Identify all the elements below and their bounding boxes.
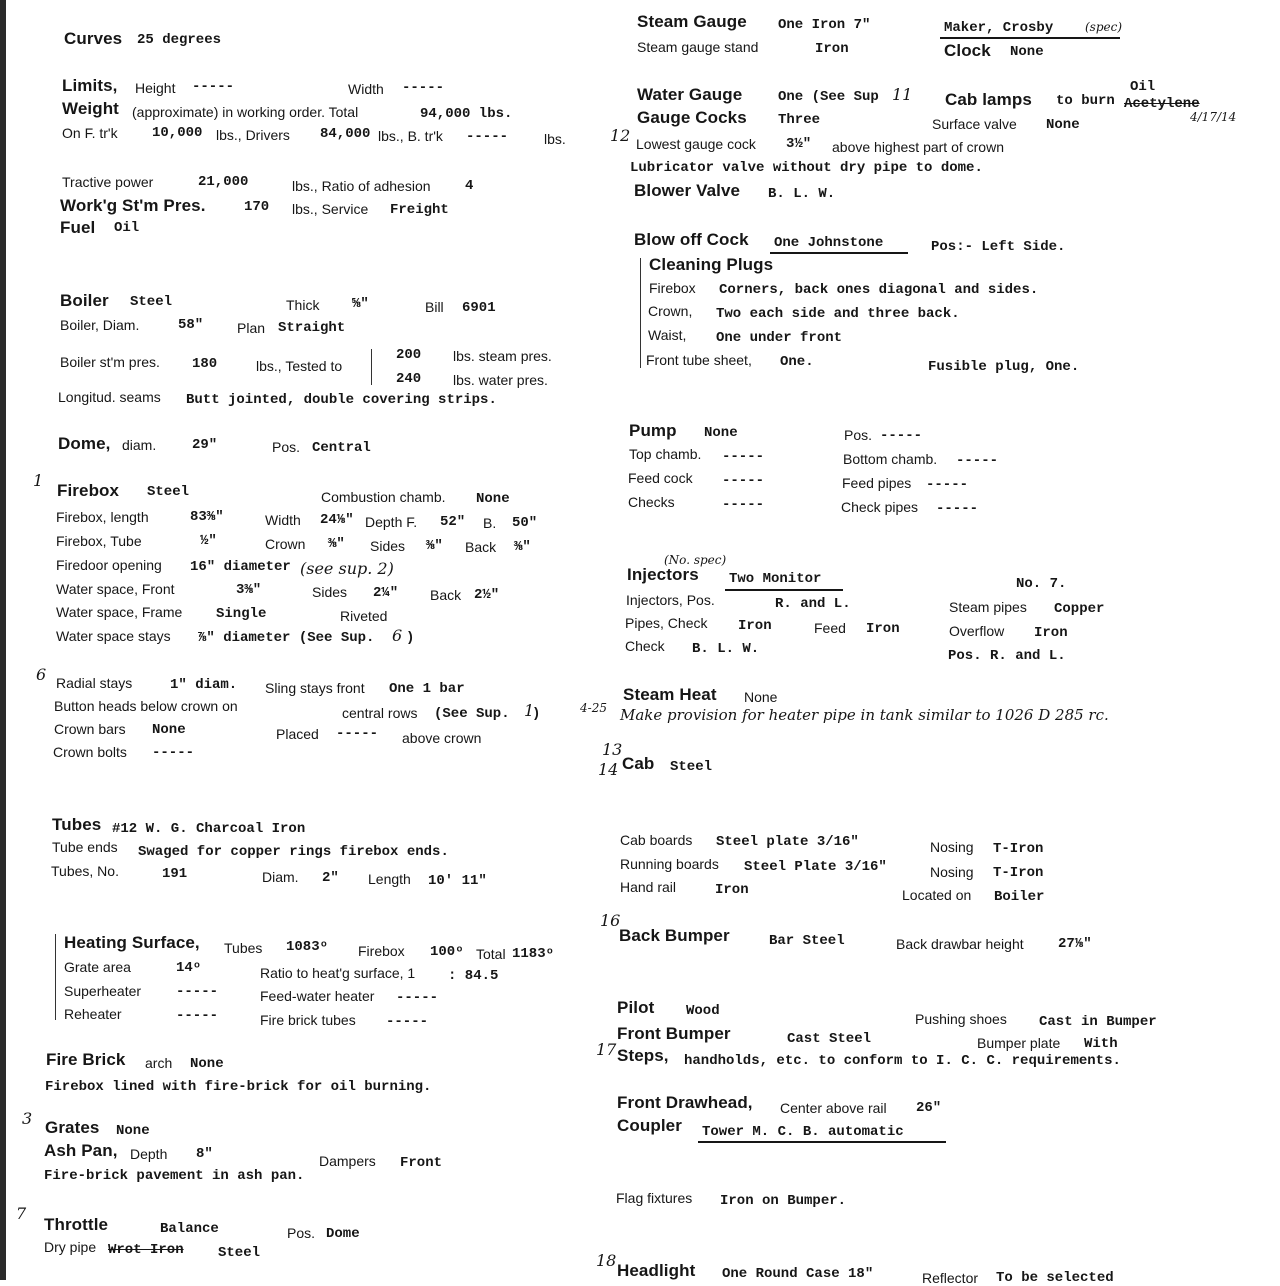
bill-value: 6901 <box>462 300 496 316</box>
on-truck-label: On F. tr'k <box>62 125 118 141</box>
crown-bolts-label: Crown bolts <box>53 744 127 760</box>
crown-value: ⅜" <box>328 536 345 552</box>
lowest-cock-rest: above highest part of crown <box>832 139 1004 155</box>
brick-tubes-label: Fire brick tubes <box>260 1012 356 1028</box>
steam-heat-value: None <box>744 689 778 705</box>
cab-lamps-struck: Acetylene <box>1124 96 1200 112</box>
grates-value: None <box>116 1123 150 1139</box>
button-close: ) <box>532 706 541 722</box>
heating-total-label: Total <box>476 946 506 962</box>
injectors-pos-rl: Pos. R. and L. <box>948 648 1066 664</box>
plan-value: Straight <box>278 320 346 336</box>
margin-number: 14 <box>598 760 619 779</box>
dampers-label: Dampers <box>319 1153 376 1169</box>
dome-heading: Dome, <box>58 434 111 453</box>
steam-pipes-value: Copper <box>1054 601 1105 617</box>
firebox-width-label: Width <box>265 512 301 528</box>
firebox-tube-label: Firebox, Tube <box>56 533 142 549</box>
plug-front-value: One. <box>780 354 814 370</box>
cab-lamps-heading: Cab lamps <box>945 90 1032 109</box>
checks-value: ----- <box>722 497 765 513</box>
firebox-tube-value: ½" <box>200 533 217 549</box>
plug-waist-label: Waist, <box>648 327 687 343</box>
page-edge <box>0 0 6 1280</box>
margin-number: 12 <box>610 126 631 145</box>
firebox-width-value: 24⅛" <box>320 512 354 528</box>
fire-brick-heading: Fire Brick <box>46 1050 126 1069</box>
check-pipes-label: Check pipes <box>841 499 919 515</box>
heating-total-value: 1183ᵒ <box>512 946 555 962</box>
injectors-underline <box>725 589 843 591</box>
cab-boards-label: Cab boards <box>620 832 693 848</box>
cab-value: Steel <box>670 759 713 775</box>
fuel-value: Oil <box>114 220 140 236</box>
ws-frame-label: Water space, Frame <box>56 604 183 620</box>
firedoor-note: (see sup. 2) <box>300 559 394 578</box>
longitud-label: Longitud. seams <box>58 389 161 405</box>
front-bumper-heading: Front Bumper <box>617 1024 731 1043</box>
dome-pos-label: Pos. <box>272 439 301 455</box>
surface-valve-label: Surface valve <box>932 116 1017 132</box>
injectors-value: Two Monitor <box>729 571 822 587</box>
heating-firebox-label: Firebox <box>358 943 405 959</box>
throttle-pos-value: Dome <box>326 1226 360 1242</box>
front-truck-weight: 10,000 <box>152 125 203 141</box>
cleaning-brace <box>640 258 641 368</box>
ws-stays-close: ) <box>406 630 415 646</box>
blower-value: B. L. W. <box>768 186 836 202</box>
button-sup-number: 1 <box>524 701 535 720</box>
dry-pipe-label: Dry pipe <box>44 1239 97 1255</box>
firebox-length-value: 83⅜" <box>190 509 224 525</box>
depth-back-value: 50" <box>512 515 538 531</box>
plug-crown-label: Crown, <box>648 303 693 319</box>
service-label: lbs., Service <box>292 201 369 217</box>
crown-bars-label: Crown bars <box>54 721 126 737</box>
combustion-label: Combustion chamb. <box>321 489 446 505</box>
margin-number: 3 <box>22 1109 33 1128</box>
throttle-heading: Throttle <box>44 1215 109 1234</box>
water-gauge-value: One (See Sup <box>778 89 879 105</box>
pilot-heading: Pilot <box>617 998 655 1017</box>
ws-back-value: 2½" <box>474 587 500 603</box>
drawhead-label: Center above rail <box>780 1100 887 1116</box>
margin-number: 17 <box>596 1040 617 1059</box>
ws-front-label: Water space, Front <box>56 581 175 597</box>
weight-label: (approximate) in working order. Total <box>132 104 359 120</box>
weight-total: 94,000 lbs. <box>420 106 513 122</box>
fire-brick-line: Firebox lined with fire-brick for oil burning. <box>45 1079 432 1095</box>
clock-value: None <box>1010 44 1044 60</box>
fuel-heading: Fuel <box>60 218 96 237</box>
ws-frame-value: Single <box>216 606 267 622</box>
dampers-value: Front <box>400 1155 443 1171</box>
cab-boards-value: Steel plate 3/16" <box>716 834 859 850</box>
firedoor-label: Firedoor opening <box>56 557 162 573</box>
reflector-label: Reflector <box>922 1270 979 1286</box>
lowest-cock-label: Lowest gauge cock <box>636 136 756 152</box>
ash-pan-line: Fire-brick pavement in ash pan. <box>44 1168 305 1184</box>
feed-pipes-label: Feed pipes <box>842 475 912 491</box>
back-label: Back <box>465 539 497 555</box>
dome-pos-value: Central <box>312 440 371 456</box>
coupler-value: Tower M. C. B. automatic <box>702 1124 904 1140</box>
injectors-pos-label: Injectors, Pos. <box>626 592 715 608</box>
ratio-label: Ratio to heat'g surface, 1 <box>260 965 416 981</box>
service-value: Freight <box>390 202 449 218</box>
ratio-value: : 84.5 <box>448 968 499 984</box>
check-label: Check <box>625 638 665 654</box>
steam-heat-note-number: 4-25 <box>580 701 607 715</box>
steam-gauge-value: One Iron 7" <box>778 17 871 33</box>
heating-heading: Heating Surface, <box>64 933 200 952</box>
pump-pos-label: Pos. <box>844 427 873 443</box>
coupler-heading: Coupler <box>617 1116 682 1135</box>
margin-number: 18 <box>596 1251 617 1270</box>
ws-back-label: Back <box>430 587 462 603</box>
boiler-diam-value: 58" <box>178 317 204 333</box>
gauge-stand-value: Iron <box>815 41 849 57</box>
curves-value: 25 degrees <box>137 32 222 48</box>
blower-heading: Blower Valve <box>634 181 741 200</box>
reflector-value: To be selected <box>996 1270 1114 1286</box>
water-gauge-heading: Water Gauge <box>637 85 743 104</box>
central-rows-label: central rows <box>342 705 418 721</box>
tube-ends-label: Tube ends <box>52 839 118 855</box>
feed-cock-label: Feed cock <box>628 470 693 486</box>
crown-label: Crown <box>265 536 306 552</box>
check-value: B. L. W. <box>692 641 760 657</box>
located-on-label: Located on <box>902 887 972 903</box>
feed-cock-value: ----- <box>722 473 765 489</box>
located-on-value: Boiler <box>994 889 1045 905</box>
depth-back-label: B. <box>483 515 497 531</box>
cab-heading: Cab <box>622 754 655 773</box>
overflow-value: Iron <box>1034 625 1068 641</box>
width-label: Width <box>348 81 384 97</box>
adhesion-value: 4 <box>465 178 474 194</box>
placed-value: ----- <box>336 726 379 742</box>
overflow-label: Overflow <box>949 623 1005 639</box>
steam-gauge-heading: Steam Gauge <box>637 12 747 31</box>
firebox-material: Steel <box>147 484 190 500</box>
ws-stays-label: Water space stays <box>56 628 171 644</box>
weight-heading: Weight <box>62 99 119 118</box>
limits-heading: Limits, <box>62 76 118 95</box>
dome-diam-label: diam. <box>122 437 157 453</box>
ws-stays-value: ⅞" diameter (See Sup. <box>198 630 375 646</box>
throttle-value: Balance <box>160 1221 219 1237</box>
nosing-2-label: Nosing <box>930 864 974 880</box>
plug-firebox-label: Firebox <box>649 280 696 296</box>
radial-label: Radial stays <box>56 675 133 691</box>
combustion-value: None <box>476 491 510 507</box>
tested-label: lbs., Tested to <box>256 358 343 374</box>
dry-pipe-value: Steel <box>218 1245 261 1261</box>
back-truck-weight: ----- <box>466 129 509 145</box>
heating-tubes-label: Tubes <box>224 940 263 956</box>
crown-bolts-value: ----- <box>152 745 195 761</box>
sling-label: Sling stays front <box>265 680 365 696</box>
clock-heading: Clock <box>944 41 991 60</box>
steam-heat-handwritten-note: Make provision for heater pipe in tank similar to 1026 D 285 rc. <box>620 706 1109 724</box>
back-truck-label: lbs., B. tr'k <box>378 128 443 144</box>
cab-lamps-date: 4/17/14 <box>1190 110 1237 124</box>
tractive-value: 21,000 <box>198 174 249 190</box>
cab-lamps-label: to burn <box>1056 93 1115 109</box>
tractive-label: Tractive power <box>62 174 154 190</box>
ws-sides-label: Sides <box>312 584 348 600</box>
lubricator-line: Lubricator valve without dry pipe to dome. <box>630 160 983 176</box>
surface-valve-value: None <box>1046 117 1080 133</box>
pilot-value: Wood <box>686 1003 720 1019</box>
grates-heading: Grates <box>45 1118 100 1137</box>
ws-front-value: 3⅜" <box>236 582 262 598</box>
sides-label: Sides <box>370 538 406 554</box>
pump-value: None <box>704 425 738 441</box>
sides-value: ⅜" <box>426 538 443 554</box>
gauge-cocks-heading: Gauge Cocks <box>637 108 747 127</box>
nosing-1-label: Nosing <box>930 839 974 855</box>
plug-firebox-value: Corners, back ones diagonal and sides. <box>719 282 1039 298</box>
headlight-value: One Round Case 18" <box>722 1266 874 1282</box>
back-value: ⅜" <box>514 539 531 555</box>
sling-value: One 1 bar <box>389 681 465 697</box>
button-heads-label: Button heads below crown on <box>54 698 238 714</box>
front-bumper-value: Cast Steel <box>787 1031 872 1047</box>
plan-label: Plan <box>237 320 266 336</box>
firebox-heading: Firebox <box>57 481 120 500</box>
fusible-plug: Fusible plug, One. <box>928 359 1080 375</box>
dome-diam-value: 29" <box>192 437 218 453</box>
water-test-label: lbs. water pres. <box>453 372 548 388</box>
tested-brace <box>371 349 372 385</box>
height-label: Height <box>135 80 176 96</box>
thick-label: Thick <box>286 297 320 313</box>
pipes-check-label: Pipes, Check <box>625 615 708 631</box>
injectors-number: No. 7. <box>1016 576 1067 592</box>
dry-pipe-struck: Wrot Iron <box>108 1242 184 1258</box>
reheater-value: ----- <box>176 1008 219 1024</box>
blow-off-value: One Johnstone <box>774 235 884 251</box>
blow-off-heading: Blow off Cock <box>634 230 749 249</box>
weight-unit: lbs. <box>544 131 566 147</box>
boiler-pres-label: Boiler st'm pres. <box>60 354 160 370</box>
plug-front-label: Front tube sheet, <box>646 352 752 368</box>
heating-tubes-value: 1083ᵒ <box>286 939 329 955</box>
brick-tubes-value: ----- <box>386 1014 429 1030</box>
grate-value: 14ᵒ <box>176 960 202 976</box>
superheater-value: ----- <box>176 984 219 1000</box>
plug-waist-value: One under front <box>716 330 843 346</box>
ws-frame-riveted: Riveted <box>340 608 388 624</box>
tubes-spec: #12 W. G. Charcoal Iron <box>112 821 306 837</box>
ash-depth-label: Depth <box>130 1146 168 1162</box>
tubes-heading: Tubes <box>52 815 102 834</box>
ws-stays-sup-number: 6 <box>392 626 403 645</box>
pushing-shoes-label: Pushing shoes <box>915 1011 1007 1027</box>
feed-pipes-value: ----- <box>926 477 969 493</box>
tubes-no-value: 191 <box>162 866 188 882</box>
front-drawhead-heading: Front Drawhead, <box>617 1093 753 1112</box>
coupler-underline <box>698 1141 946 1143</box>
drawbar-height-value: 27⅛" <box>1058 936 1092 952</box>
width-value: ----- <box>402 80 445 96</box>
boiler-pres-value: 180 <box>192 356 218 372</box>
boiler-material: Steel <box>130 294 173 310</box>
feedwater-value: ----- <box>396 990 439 1006</box>
feed-label: Feed <box>814 620 846 636</box>
pipes-check-value: Iron <box>738 618 772 634</box>
margin-number: 7 <box>16 1204 27 1223</box>
top-chamb-label: Top chamb. <box>629 446 702 462</box>
working-pressure-heading: Work'g St'm Pres. <box>60 196 206 215</box>
thick-value: ⅝" <box>352 296 369 312</box>
bumper-plate-label: Bumper plate <box>977 1035 1061 1051</box>
pump-pos-value: ----- <box>880 428 923 444</box>
tubes-diam-value: 2" <box>322 870 339 886</box>
button-note: (See Sup. <box>434 706 510 722</box>
radial-value: 1" diam. <box>170 677 238 693</box>
bill-label: Bill <box>425 299 444 315</box>
tubes-length-value: 10' 11" <box>428 873 487 889</box>
tubes-length-label: Length <box>368 871 411 887</box>
throttle-pos-label: Pos. <box>287 1225 316 1241</box>
lowest-cock-value: 3½" <box>786 136 812 152</box>
pushing-shoes-value: Cast in Bumper <box>1039 1014 1157 1030</box>
ash-depth-value: 8" <box>196 1146 213 1162</box>
gauge-cocks-value: Three <box>778 112 821 128</box>
headlight-heading: Headlight <box>617 1261 696 1280</box>
water-gauge-sup-number: 11 <box>892 85 913 104</box>
height-value: ----- <box>192 79 235 95</box>
heating-firebox-value: 100ᵒ <box>430 944 464 960</box>
bottom-chamb-value: ----- <box>956 453 999 469</box>
back-bumper-value: Bar Steel <box>769 933 845 949</box>
grate-label: Grate area <box>64 959 131 975</box>
blow-off-pos: Pos:- Left Side. <box>931 239 1066 255</box>
injectors-note: (No. spec) <box>664 553 727 567</box>
cleaning-heading: Cleaning Plugs <box>649 255 774 274</box>
placed-label: Placed <box>276 726 319 742</box>
cab-lamps-fuel: Oil <box>1130 79 1156 95</box>
working-pressure-value: 170 <box>244 199 270 215</box>
flag-fixtures-value: Iron on Bumper. <box>720 1193 847 1209</box>
hand-rail-value: Iron <box>715 882 749 898</box>
boiler-heading: Boiler <box>60 291 109 310</box>
nosing-1-value: T-Iron <box>993 841 1044 857</box>
running-boards-label: Running boards <box>620 856 719 872</box>
drivers-weight: 84,000 <box>320 126 371 142</box>
steps-value: handholds, etc. to conform to I. C. C. requirements. <box>684 1053 1121 1069</box>
blow-off-underline <box>770 252 908 254</box>
steam-test-label: lbs. steam pres. <box>453 348 552 364</box>
firedoor-value: 16" diameter <box>190 559 291 575</box>
pump-heading: Pump <box>629 421 677 440</box>
margin-number: 16 <box>600 911 621 930</box>
flag-fixtures-label: Flag fixtures <box>616 1190 693 1206</box>
drawbar-height-label: Back drawbar height <box>896 936 1024 952</box>
depth-front-label: Depth F. <box>365 514 418 530</box>
tubes-no-label: Tubes, No. <box>51 863 119 879</box>
water-test-value: 240 <box>396 371 422 387</box>
arch-value: None <box>190 1056 224 1072</box>
adhesion-label: lbs., Ratio of adhesion <box>292 178 431 194</box>
gauge-stand-label: Steam gauge stand <box>637 39 759 55</box>
ws-sides-value: 2¼" <box>373 585 399 601</box>
running-boards-value: Steel Plate 3/16" <box>744 859 887 875</box>
steam-pipes-label: Steam pipes <box>949 599 1027 615</box>
ash-pan-heading: Ash Pan, <box>44 1141 118 1160</box>
superheater-label: Superheater <box>64 983 142 999</box>
bumper-plate-value: With <box>1084 1036 1118 1052</box>
injectors-pos-value: R. and L. <box>775 596 851 612</box>
margin-number: 1 <box>33 471 44 490</box>
crown-bars-value: None <box>152 722 186 738</box>
bottom-chamb-label: Bottom chamb. <box>843 451 938 467</box>
depth-front-value: 52" <box>440 514 466 530</box>
injectors-heading: Injectors <box>627 565 699 584</box>
above-crown-label: above crown <box>402 730 482 746</box>
steam-test-value: 200 <box>396 347 422 363</box>
steps-heading: Steps, <box>617 1046 669 1065</box>
drivers-label: lbs., Drivers <box>216 127 290 143</box>
gauge-maker: Maker, Crosby <box>944 20 1054 36</box>
margin-number: 13 <box>602 740 623 759</box>
heating-brace <box>55 934 56 1020</box>
boiler-diam-label: Boiler, Diam. <box>60 317 140 333</box>
tubes-diam-label: Diam. <box>262 869 299 885</box>
drawhead-value: 26" <box>916 1100 942 1116</box>
longitud-value: Butt jointed, double covering strips. <box>186 392 497 408</box>
gauge-spec-note: (spec) <box>1085 20 1123 34</box>
margin-number: 6 <box>36 665 47 684</box>
check-pipes-value: ----- <box>936 501 979 517</box>
nosing-2-value: T-Iron <box>993 865 1044 881</box>
arch-label: arch <box>145 1055 173 1071</box>
hand-rail-label: Hand rail <box>620 879 677 895</box>
feed-value: Iron <box>866 621 900 637</box>
reheater-label: Reheater <box>64 1006 122 1022</box>
feedwater-label: Feed-water heater <box>260 988 375 1004</box>
steam-heat-heading: Steam Heat <box>623 685 717 704</box>
maker-underline <box>940 37 1120 39</box>
firebox-length-label: Firebox, length <box>56 509 149 525</box>
curves-heading: Curves <box>64 29 123 48</box>
top-chamb-value: ----- <box>722 449 765 465</box>
checks-label: Checks <box>628 494 675 510</box>
tube-ends-value: Swaged for copper rings firebox ends. <box>138 844 449 860</box>
back-bumper-heading: Back Bumper <box>619 926 730 945</box>
plug-crown-value: Two each side and three back. <box>716 306 960 322</box>
